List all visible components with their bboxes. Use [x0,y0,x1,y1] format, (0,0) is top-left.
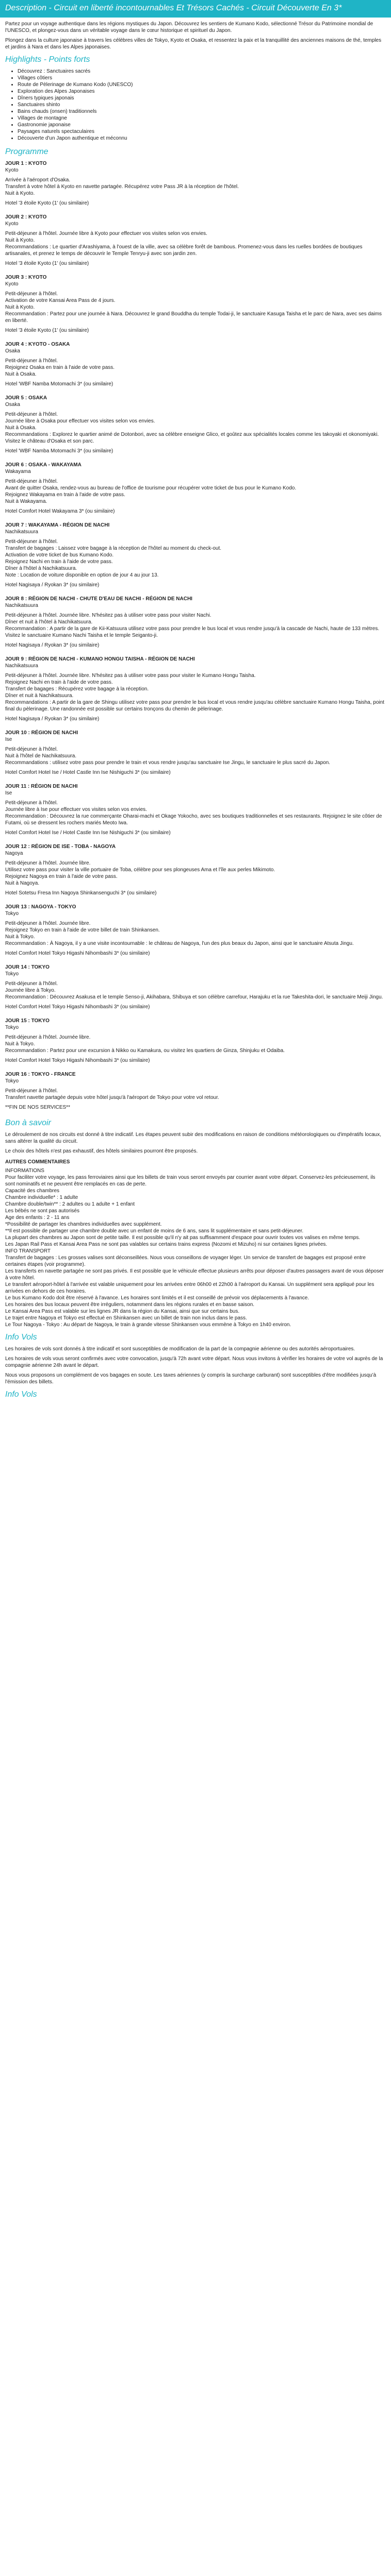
day-block [5,274,386,334]
day-line: Hotel Nagisaya / Ryokan 3* (ou similaire) [5,642,100,648]
day-block [5,395,386,454]
day-location: Tokyo [5,911,19,917]
info-vols [0,1346,391,1385]
day-line: Hotel Nagisaya / Ryokan 3* (ou similaire) [5,716,100,722]
day-location: Ise [5,737,12,742]
day-title: JOUR 11 : RÉGION DE NACHI [5,784,78,789]
autres-paragraph: Chambre double/twin** : 2 adultes ou 1 adulte + 1 enfant [5,1201,135,1207]
highlight-item: • Bains chauds (onsen) traditionnels [18,108,386,115]
day-line: Journée libre à Osaka pour effectuer vos visites selon vos envies. [5,418,155,424]
highlight-item: • Exploration des Alpes Japonaises [18,88,386,95]
highlights-title: Highlights - Points forts [5,55,90,64]
highlight-item: • Dîners typiques japonais [18,95,386,101]
day-title: JOUR 16 : TOKYO - FRANCE [5,1072,76,1077]
highlight-item: • Route de Pèlerinage de Kumano Kodo (UNESCO) [18,81,386,88]
day-line: Rejoignez Tokyo en train à l'aide de votre billet de train Shinkansen. [5,927,160,933]
day-line: Petit-déjeuner à l'hôtel. Journée libre. N'hésitez pas à utiliser votre pass pour visiter Nachi. [5,613,211,618]
day-line: Journée libre à Tokyo. [5,988,56,993]
highlight-item: • Sanctuaires shinto [18,101,386,108]
autres-paragraph: Age des enfants : 2 - 11 ans [5,1215,70,1221]
bon-a-savoir-title: Bon à savoir [5,1118,51,1127]
autres-paragraph: Les transferts en navette partagée ne sont pas privés. Il est possible que le véhicule effectue plusieurs arrêts pour déposer d'autres passagers avant de vous déposer à votre hôtel. [5,1268,384,1281]
day-title: JOUR 3 : KYOTO [5,275,47,280]
day-location: Nachikatsuura [5,603,38,608]
day-block [5,160,386,207]
highlight-item: • Paysages naturels spectaculaires [18,128,386,135]
day-line: Hotel 'WBF Namba Motomachi 3* (ou similaire) [5,448,113,454]
autres-paragraph: Le transfert aéroport-hôtel à l'arrivée est valable uniquement pour les arrivées entre 06h00 et 22h00 à l'aéroport du Kansai. Un supplément sera appliqué pour les arrivées en dehors de ces horaires. [5,1282,374,1294]
day-line: Petit-déjeuner à l'hôtel. [5,479,58,484]
autres-commentaires [0,1167,391,1328]
autres-paragraph: INFORMATIONS [5,1168,44,1174]
day-line: Note : Location de voiture disponible en option de jour 4 au jour 13. [5,572,159,578]
day-line: Dîner et nuit à l'hôtel à Nachikatsuura. [5,619,93,625]
autres-paragraph: Pour faciliter votre voyage, les pass ferroviaires ainsi que les billets de train vous seront envoyés par courrier avant votre départ. Conservez-les précieusement, ils sont nominatifs et ne peuvent être remplacés en cas de perte. [5,1175,376,1187]
day-line: Recommandation : Découvrez la rue commerçante Oharai-machi et Okage Yokocho, avec ses boutiques traditionnelles et ses restaurants. Rejoignez le site côtier de Futami, où se dressent les rochers mariés Meoto Iwa. [5,814,382,826]
day-title: JOUR 14 : TOKYO [5,964,50,970]
day-title: JOUR 9 : RÉGION DE NACHI - KUMANO HONGU TAISHA - RÉGION DE NACHI [5,656,195,662]
day-block [5,730,386,776]
day-line: Dîner et nuit à Nachikatsuura. [5,693,74,699]
info-paragraph: Les horaires de vols vous seront confirmés avec votre convocation, jusqu'à 72h avant votre départ. Nous vous invitons à vérifier les horaires de votre vol auprès de la compagnie aérienne 24h avant le départ. [5,1356,383,1368]
intro-paragraph: Plongez dans la culture japonaise à travers les célèbres villes de Tokyo, Kyoto et Osaka, et ressentez la paix et la tranquillité des anciennes maisons de thé, temples et jardins à Nara et dans les Alpes japonaises. [5,38,382,50]
autres-paragraph: Le Kansai Area Pass est valable sur les lignes JR dans la région du Kansai, ainsi que sur certains bus. [5,1309,240,1314]
page-banner: Description - Circuit en liberté incontournables Et Trésors Cachés - Circuit Découverte En 3* [0,0,391,18]
autres-paragraph: Capacité des chambres [5,1188,60,1194]
day-block [5,843,386,896]
highlights-list [5,68,386,142]
day-line: Recommandations : Explorez le quartier animé de Dotonbori, avec sa célèbre enseigne Glico, et goûtez aux spécialités locales comme les takoyaki et okonomiyaki. Visitez le château d'Osaka et son parc. [5,432,379,444]
day-location: Kyoto [5,281,19,287]
info-vols-title-2: Info Vols [5,1390,37,1399]
day-title: JOUR 7 : WAKAYAMA - RÉGION DE NACHI [5,522,110,528]
day-line: Petit-déjeuner à l'hôtel. Journée libre. [5,921,91,926]
day-title: JOUR 5 : OSAKA [5,395,47,401]
autres-paragraph: Les horaires des bus locaux peuvent être irréguliers, notamment dans les régions rurales et en basse saison. [5,1302,255,1308]
day-line: Hotel 'WBF Namba Motomachi 3* (ou similaire) [5,381,113,387]
day-line: Recommandation : A partir de la gare de Kii-Katsuura utilisez votre pass pour prendre le bus local et vous rendre jusqu'à la cascade de Nachi, haute de 133 mètres. Visitez le sanctuaire Kumano Nachi Taisha et le temple Seiganto-ji. [5,626,380,638]
day-block [5,904,386,957]
day-line: Recommandations : A partir de la gare de Shingu utilisez votre pass pour prendre le bus local et vous rendre jusqu'au célèbre sanctuaire Kumano Hongu Taisha, point final du pèlerinage. Une randonnée est possible sur certains tronçons du chemin de pèlerinage. [5,700,384,712]
highlight-item: • Villages côtiers [18,75,386,81]
day-title: JOUR 2 : KYOTO [5,214,47,220]
bon-a-savoir [0,1131,391,1155]
day-line: Nuit à Tokyo. [5,934,35,940]
autres-paragraph: Le trajet entre Nagoya et Tokyo est effectué en Shinkansen avec un billet de train non inclus dans le pass. [5,1315,247,1321]
day-line: Hotel '3 étoile Kyoto (1' (ou similaire) [5,261,89,266]
day-line: Transfert de bagages : Récupérez votre bagage à la réception. [5,686,149,692]
day-line: Petit-déjeuner à l'hôtel. Journée libre. N'hésitez pas à utiliser votre pass pour visiter le Kumano Hongu Taisha. [5,673,256,679]
bon-paragraph: Le déroulement de nos circuits est donné à titre indicatif. Les étapes peuvent subir des modifications en raison de conditions météorologiques ou d'impératifs locaux, sans altérer la qualité du circuit. [5,1132,381,1144]
day-location: Osaka [5,402,20,408]
day-title: JOUR 8 : RÉGION DE NACHI - CHUTE D'EAU DE NACHI - RÉGION DE NACHI [5,596,192,602]
autres-paragraph: Les Japan Rail Pass et Kansai Area Pass ne sont pas valables sur certains trains express (Nozomi et Mizuho) ni sur certaines lignes privées. [5,1242,328,1247]
autres-paragraph: La plupart des chambres au Japon sont de petite taille. Il est possible qu'il n'y ait pas suffisamment d'espace pour ouvrir toutes vos valises en même temps. [5,1235,361,1241]
day-line: Hotel Comfort Hotel Tokyo Higashi Nihombashi 3* (ou similaire) [5,1058,150,1063]
day-line: Petit-déjeuner à l'hôtel. [5,291,58,297]
day-block [5,462,386,515]
day-line: Petit-déjeuner à l'hôtel. [5,747,58,752]
autres-paragraph: Le Tour Nagoya - Tokyo : Au départ de Nagoya, le train à grande vitesse Shinkansen vous emmène à Tokyo en 1h40 environ. [5,1322,291,1328]
day-line: Hotel Nagisaya / Ryokan 3* (ou similaire) [5,582,100,588]
day-location: Nagoya [5,851,23,856]
day-line: Dîner à l'hôtel à Nachikatsuura. [5,566,77,571]
day-line: Hotel '3 étoile Kyoto (1' (ou similaire) [5,328,89,333]
day-line: Nuit à Osaka. [5,425,37,431]
day-line: Hotel Comfort Hotel Tokyo Higashi Nihombashi 3* (ou similaire) [5,951,150,956]
day-line: Hotel Comfort Hotel Ise / Hotel Castle Inn Ise Nishiguchi 3* (ou similaire) [5,770,171,775]
day-title: JOUR 13 : NAGOYA - TOKYO [5,904,76,910]
autres-paragraph: INFO TRANSPORT [5,1248,51,1254]
day-line: Petit-déjeuner à l'hôtel. [5,981,58,987]
day-line: Petit-déjeuner à l'hôtel. [5,539,58,545]
day-line: Arrivée à l'aéroport d'Osaka. [5,177,71,183]
day-line: Recommandation : Partez pour une excursion à Nikko ou Kamakura, ou visitez les quartiers de Ginza, Shinjuku et Odaiba. [5,1048,285,1054]
day-line: **FIN DE NOS SERVICES** [5,1105,70,1110]
day-line: Activation de votre ticket de bus Kumano Kodo. [5,552,114,558]
day-block [5,656,386,722]
day-line: Transfert à votre hôtel à Kyoto en navette partagée. Récupérez votre Pass JR à la réception de l'hôtel. [5,184,239,190]
day-line: Avant de quitter Osaka, rendez-vous au bureau de l'office de tourisme pour récupérer votre ticket de bus pour le Kumano Kodo. [5,485,297,491]
day-title: JOUR 1 : KYOTO [5,161,47,166]
day-line: Petit-déjeuner à l'hôtel. [5,1088,58,1094]
day-line: Rejoignez Nachi en train à l'aide de votre pass. [5,559,113,565]
day-location: Wakayama [5,469,31,474]
autres-title: AUTRES COMMENTAIRES [5,1159,70,1165]
day-line: Petit-déjeuner à l'hôtel. Journée libre. [5,1035,91,1040]
day-line: Petit-déjeuner à l'hôtel. Journée libre à Kyoto pour effectuer vos visites selon vos envies. [5,231,207,236]
autres-paragraph: Transfert de bagages : Les grosses valises sont déconseillées. Nous vous conseillons de voyager léger. Un service de transfert de bagages est proposé entre certaines étapes (voir programme). [5,1255,366,1267]
day-line: Petit-déjeuner à l'hôtel. [5,412,58,417]
day-block [5,1071,386,1111]
day-line: Recommandations : utilisez votre pass pour prendre le train et vous rendre jusqu'au sanctuaire Ise Jingu, le sanctuaire le plus sacré du Japon. [5,760,331,766]
info-vols-title: Info Vols [5,1333,37,1342]
day-line: Nuit à Tokyo. [5,1041,35,1047]
autres-paragraph: *Possibilité de partager les chambres individuelles avec supplément. [5,1222,162,1227]
autres-paragraph: Le bus Kumano Kodo doit être réservé à l'avance. Les horaires sont limités et il est conseillé de prévoir vos déplacements à l'avance. [5,1295,309,1301]
highlight-item: • Villages de montagne [18,115,386,122]
day-block [5,1018,386,1064]
day-block [5,522,386,588]
day-line: Rejoignez Osaka en train à l'aide de votre pass. [5,365,115,370]
day-location: Kyoto [5,167,19,173]
day-line: Nuit à l'hôtel de Nachikatsuura. [5,753,77,759]
day-line: Hotel Sotetsu Fresa Inn Nagoya Shinkansenguchi 3* (ou similaire) [5,890,157,896]
day-title: JOUR 12 : RÉGION DE ISE - TOBA - NAGOYA [5,844,116,850]
programme-title: Programme [5,147,48,156]
day-block [5,214,386,267]
day-line: Nuit à Kyoto. [5,238,35,243]
day-line: Nuit à Kyoto. [5,304,35,310]
day-location: Nachikatsuura [5,529,38,535]
info-paragraph: Nous vous proposons un complément de vos bagages en soute. Les taxes aériennes (y compris la surcharge carburant) sont susceptibles d'être modifiées jusqu'à l'émission des billets. [5,1372,377,1385]
day-block [5,964,386,1010]
highlight-item: • Découvrez : Sanctuaires sacrés [18,68,386,75]
day-location: Tokyo [5,971,19,977]
day-line: Journée libre à Ise pour effectuer vos visites selon vos envies. [5,807,147,812]
day-line: Petit-déjeuner à l'hôtel. [5,358,58,364]
day-block [5,341,386,387]
day-location: Tokyo [5,1025,19,1030]
day-title: JOUR 4 : KYOTO - OSAKA [5,342,70,347]
highlight-item: • Gastronomie japonaise [18,122,386,128]
day-title: JOUR 10 : RÉGION DE NACHI [5,730,78,736]
day-line: Hotel '3 étoile Kyoto (1' (ou similaire) [5,200,89,206]
day-block [5,596,386,649]
bon-paragraph: Le choix des hôtels n'est pas exhaustif, des hôtels similaires pourront être proposés. [5,1148,198,1154]
day-line: Petit-déjeuner à l'hôtel. [5,800,58,806]
day-line: Hotel Comfort Hotel Ise / Hotel Castle Inn Ise Nishiguchi 3* (ou similaire) [5,830,171,836]
programme [0,160,391,1111]
day-line: Rejoignez Wakayama en train à l'aide de votre pass. [5,492,125,498]
day-line: Recommandation : Partez pour une journée à Nara. Découvrez le grand Bouddha du temple Todai-ji, le sanctuaire Kasuga Taisha et le parc de Nara, avec ses daims en liberté. [5,311,382,324]
day-line: Utilisez votre pass pour visiter la ville portuaire de Toba, célèbre pour ses plongeuses Ama et l'île aux perles Mikimoto. [5,867,275,873]
day-line: Transfert navette partagée depuis votre hôtel jusqu'à l'aéroport de Tokyo pour votre vol retour. [5,1095,219,1100]
autres-paragraph: **Il est possible de partager une chambre double avec un enfant de moins de 6 ans, sans lit supplémentaire et sans petit-déjeuner. [5,1228,304,1234]
day-line: Rejoignez Nachi en train à l'aide de votre pass. [5,680,113,685]
info-paragraph: Les horaires de vols sont donnés à titre indicatif et sont susceptibles de modification de la part de la compagnie aérienne ou des autorités aéroportuaires. [5,1346,355,1352]
day-location: Tokyo [5,1078,19,1084]
autres-paragraph: Chambre individuelle* : 1 adulte [5,1195,78,1200]
day-line: Activation de votre Kansai Area Pass de 4 jours. [5,298,116,303]
day-line: Transfert de bagages : Laissez votre bagage à la réception de l'hôtel au moment du check-out. [5,546,222,551]
day-line: Petit-déjeuner à l'hôtel. Journée libre. [5,860,91,866]
day-line: Hotel Comfort Hotel Tokyo Higashi Nihombashi 3* (ou similaire) [5,1004,150,1010]
day-line: Rejoignez Nagoya en train à l'aide de votre pass. [5,874,118,879]
day-line: Nuit à Kyoto. [5,191,35,196]
day-title: JOUR 15 : TOKYO [5,1018,50,1024]
day-title: JOUR 6 : OSAKA - WAKAYAMA [5,462,82,468]
day-location: Kyoto [5,221,19,227]
intro [0,21,391,50]
day-line: Nuit à Nagoya. [5,880,40,886]
day-line: Recommandation : Découvrez Asakusa et le temple Senso-ji, Akihabara, Shibuya et son célèbre carrefour, Harajuku et la rue Takeshita-dori, le sanctuaire Meiji Jingu. [5,994,383,1000]
day-line: Nuit à Wakayama. [5,499,47,504]
day-line: Recommandations : Le quartier d'Arashiyama, à l'ouest de la ville, avec sa célèbre forêt de bambous. Promenez-vous dans les ruelles bordées de boutiques artisanales, et prenez le temps de découvrir le Temple Tenryu-ji avec son jardin zen. [5,244,363,257]
day-block [5,783,386,836]
intro-paragraph: Partez pour un voyage authentique dans les régions mystiques du Japon. Découvrez les sentiers de Kumano Kodo, sélectionné Trésor du Patrimoine mondial de l'UNESCO, et plongez-vous dans un véritable voyage dans le cœur historique et spirituel du Japon. [5,21,373,33]
day-location: Osaka [5,348,20,354]
day-line: Recommandation : À Nagoya, il y a une visite incontournable : le château de Nagoya, l'un des plus beaux du Japon, ainsi que le sanctuaire Atsuta Jingu. [5,941,354,946]
day-location: Nachikatsuura [5,663,38,669]
autres-paragraph: Les bébés ne sont pas autorisés [5,1208,79,1214]
day-line: Nuit à Osaka. [5,371,37,377]
day-line: Hotel Comfort Hotel Wakayama 3* (ou similaire) [5,509,115,514]
highlight-item: • Découverte d'un Japon authentique et méconnu [18,135,386,142]
day-location: Ise [5,790,12,796]
